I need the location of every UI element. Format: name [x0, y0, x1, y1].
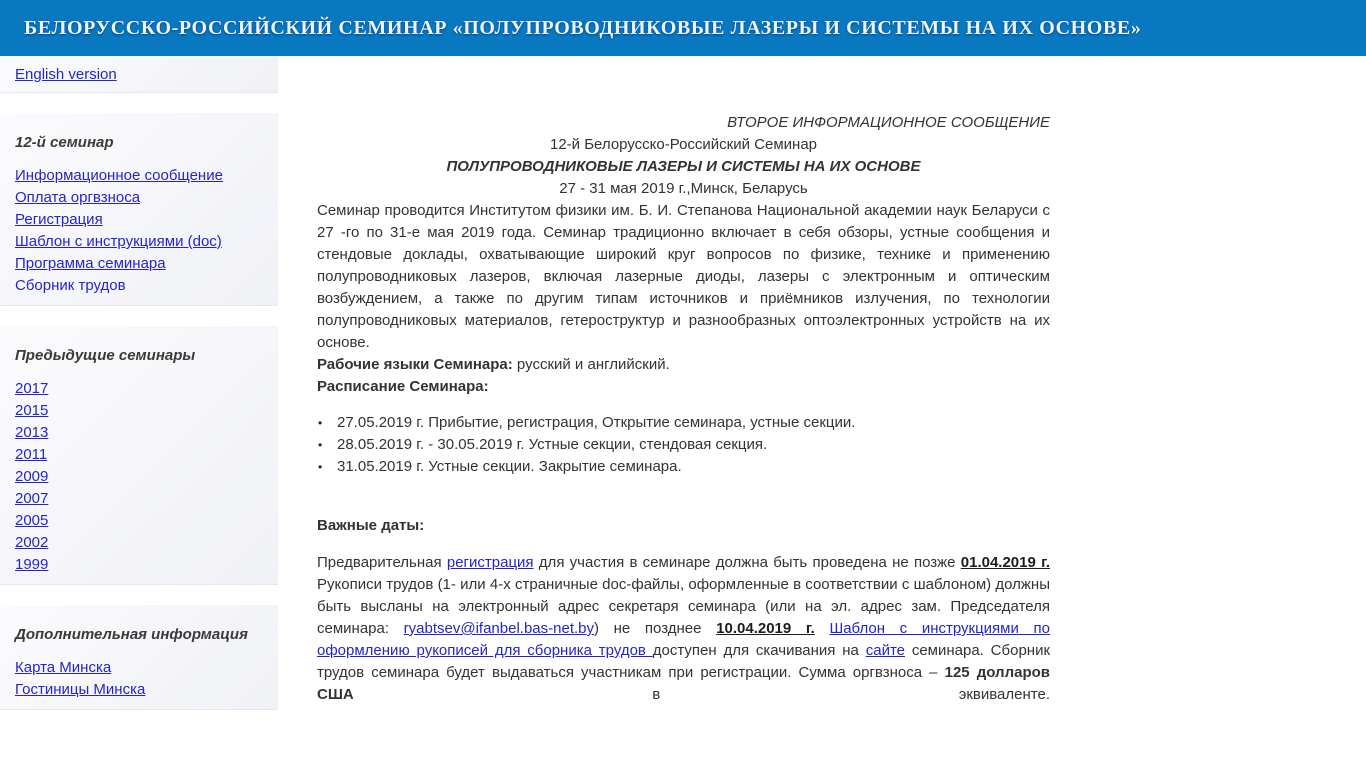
intro-paragraph: Семинар проводится Институтом физики им. Б. И. Степанова Национальной академии наук Беларуси с 27 -го по 31-е мая 2019 года. Семинар традиционно включает в себя обзоры, устные сообщения и стендовые доклады, охватывающие широкий круг вопросов по физике, технике и применению полупроводниковых лазеров, включая лазерные диоды, лазеры с электронным и оптическим возбуждением, а также по другим типам источников и приёмников излучения, по технологии полупроводниковых материалов, гетероструктур и разнообразных оптоэлектронных устройств на их основе.	[317, 202, 1050, 351]
sidebar-link-minsk-map[interactable]: Карта Минска	[15, 659, 112, 676]
paragraph-text: ) не позднее	[594, 620, 717, 637]
deadline-date: 01.04.2019 г.	[960, 554, 1050, 571]
sidebar-section-title: 12-й семинар	[15, 134, 114, 151]
paragraph-text	[815, 620, 830, 637]
sidebar-links	[15, 165, 263, 297]
paragraph-text: Предварительная	[317, 554, 447, 571]
site-title: БЕЛОРУССКО-РОССИЙСКИЙ СЕМИНАР «ПОЛУПРОВОДНИКОВЫЕ ЛАЗЕРЫ И СИСТЕМЫ НА ИХ ОСНОВЕ»	[24, 16, 1142, 39]
sidebar-link-2009[interactable]: 2009	[15, 468, 49, 485]
sidebar-link-2017[interactable]: 2017	[15, 380, 49, 397]
sidebar-section-current-seminar	[0, 113, 278, 306]
site-header	[0, 0, 1366, 56]
registration-paragraph	[317, 552, 1050, 706]
sidebar-link-2015[interactable]: 2015	[15, 402, 49, 419]
sidebar-link-2007[interactable]: 2007	[15, 490, 49, 507]
sidebar-link-registration[interactable]: Регистрация	[15, 211, 103, 228]
sidebar-section-additional-info	[0, 605, 278, 710]
paragraph-text: Рукописи трудов (1- или 4-х страничные doc-файлы, оформленные в соответствии с шаблоном) должны быть высланы на электронный адрес секретаря семинара (или на эл. адрес зам. Председателя семинара:	[317, 576, 1050, 637]
sidebar-link-template-doc[interactable]: Шаблон с инструкциями (doc)	[15, 233, 222, 250]
deadline-date: 10.04.2019 г.	[716, 620, 815, 637]
template-link[interactable]: Шаблон с инструкциями по оформлению рукописей для сборника трудов	[317, 620, 1050, 659]
paragraph-text: в эквиваленте.	[353, 686, 1050, 703]
sidebar-link-2002[interactable]: 2002	[15, 534, 49, 551]
sidebar-link-program[interactable]: Программа семинара	[15, 255, 166, 272]
schedule-list	[317, 412, 1050, 478]
sidebar-link-info-message[interactable]: Информационное сообщение	[15, 167, 223, 184]
sidebar-section-title: Дополнительная информация	[15, 626, 248, 643]
main-content	[317, 112, 1050, 706]
second-info-message-note: ВТОРОЕ ИНФОРМАЦИОННОЕ СООБЩЕНИЕ	[727, 114, 1050, 131]
working-languages-label: Рабочие языки Семинара:	[317, 356, 513, 373]
email-link[interactable]: ryabtsev@ifanbel.bas-net.by	[403, 620, 594, 637]
important-dates-heading: Важные даты:	[317, 517, 425, 534]
sidebar-link-1999[interactable]: 1999	[15, 556, 49, 573]
seminar-number-line: 12-й Белорусско-Российский Семинар	[549, 136, 818, 153]
schedule-item: • 27.05.2019 г. Прибытие, регистрация, Открытие семинара, устные секции.	[317, 412, 1050, 434]
seminar-dates-line: 27 - 31 мая 2019 г.,Минск, Беларусь	[559, 180, 808, 197]
paragraph-text: семинара. Сборник трудов семинара будет выдаваться участникам при регистрации. Сумма оргвзноса –	[317, 642, 1051, 681]
sidebar-link-minsk-hotels[interactable]: Гостиницы Минска	[15, 681, 146, 698]
sidebar-link-fee-payment[interactable]: Оплата оргвзноса	[15, 189, 141, 206]
english-version-link[interactable]: English version	[15, 65, 117, 83]
schedule-item: • 31.05.2019 г. Устные секции. Закрытие семинара.	[317, 456, 1050, 478]
sidebar-link-proceedings[interactable]: Сборник трудов	[15, 277, 126, 294]
sidebar-links	[15, 657, 263, 701]
fee-amount: 125 долларов США	[317, 664, 1050, 703]
schedule-item: • 28.05.2019 г. - 30.05.2019 г. Устные секции, стендовая секция.	[317, 434, 1050, 456]
sidebar-link-2005[interactable]: 2005	[15, 512, 49, 529]
working-languages-line	[317, 354, 1050, 376]
sidebar-section-previous-seminars	[0, 326, 278, 585]
sidebar-link-2013[interactable]: 2013	[15, 424, 49, 441]
seminar-title: ПОЛУПРОВОДНИКОВЫЕ ЛАЗЕРЫ И СИСТЕМЫ НА ИХ ОСНОВЕ	[446, 158, 921, 175]
sidebar-section-title: Предыдущие семинары	[15, 347, 196, 364]
sidebar-links	[15, 378, 263, 576]
registration-link[interactable]: регистрация	[446, 554, 534, 571]
paragraph-text: для участия в семинаре должна быть проведена не позже	[533, 554, 961, 571]
site-link[interactable]: сайте	[865, 642, 905, 659]
sidebar	[0, 56, 278, 710]
english-version-block	[0, 56, 278, 93]
sidebar-link-2011[interactable]: 2011	[15, 446, 48, 463]
schedule-heading: Расписание Семинара:	[317, 378, 489, 395]
paragraph-text: доступен для скачивания на	[652, 642, 866, 659]
working-languages-value: русский и английский.	[512, 356, 670, 373]
